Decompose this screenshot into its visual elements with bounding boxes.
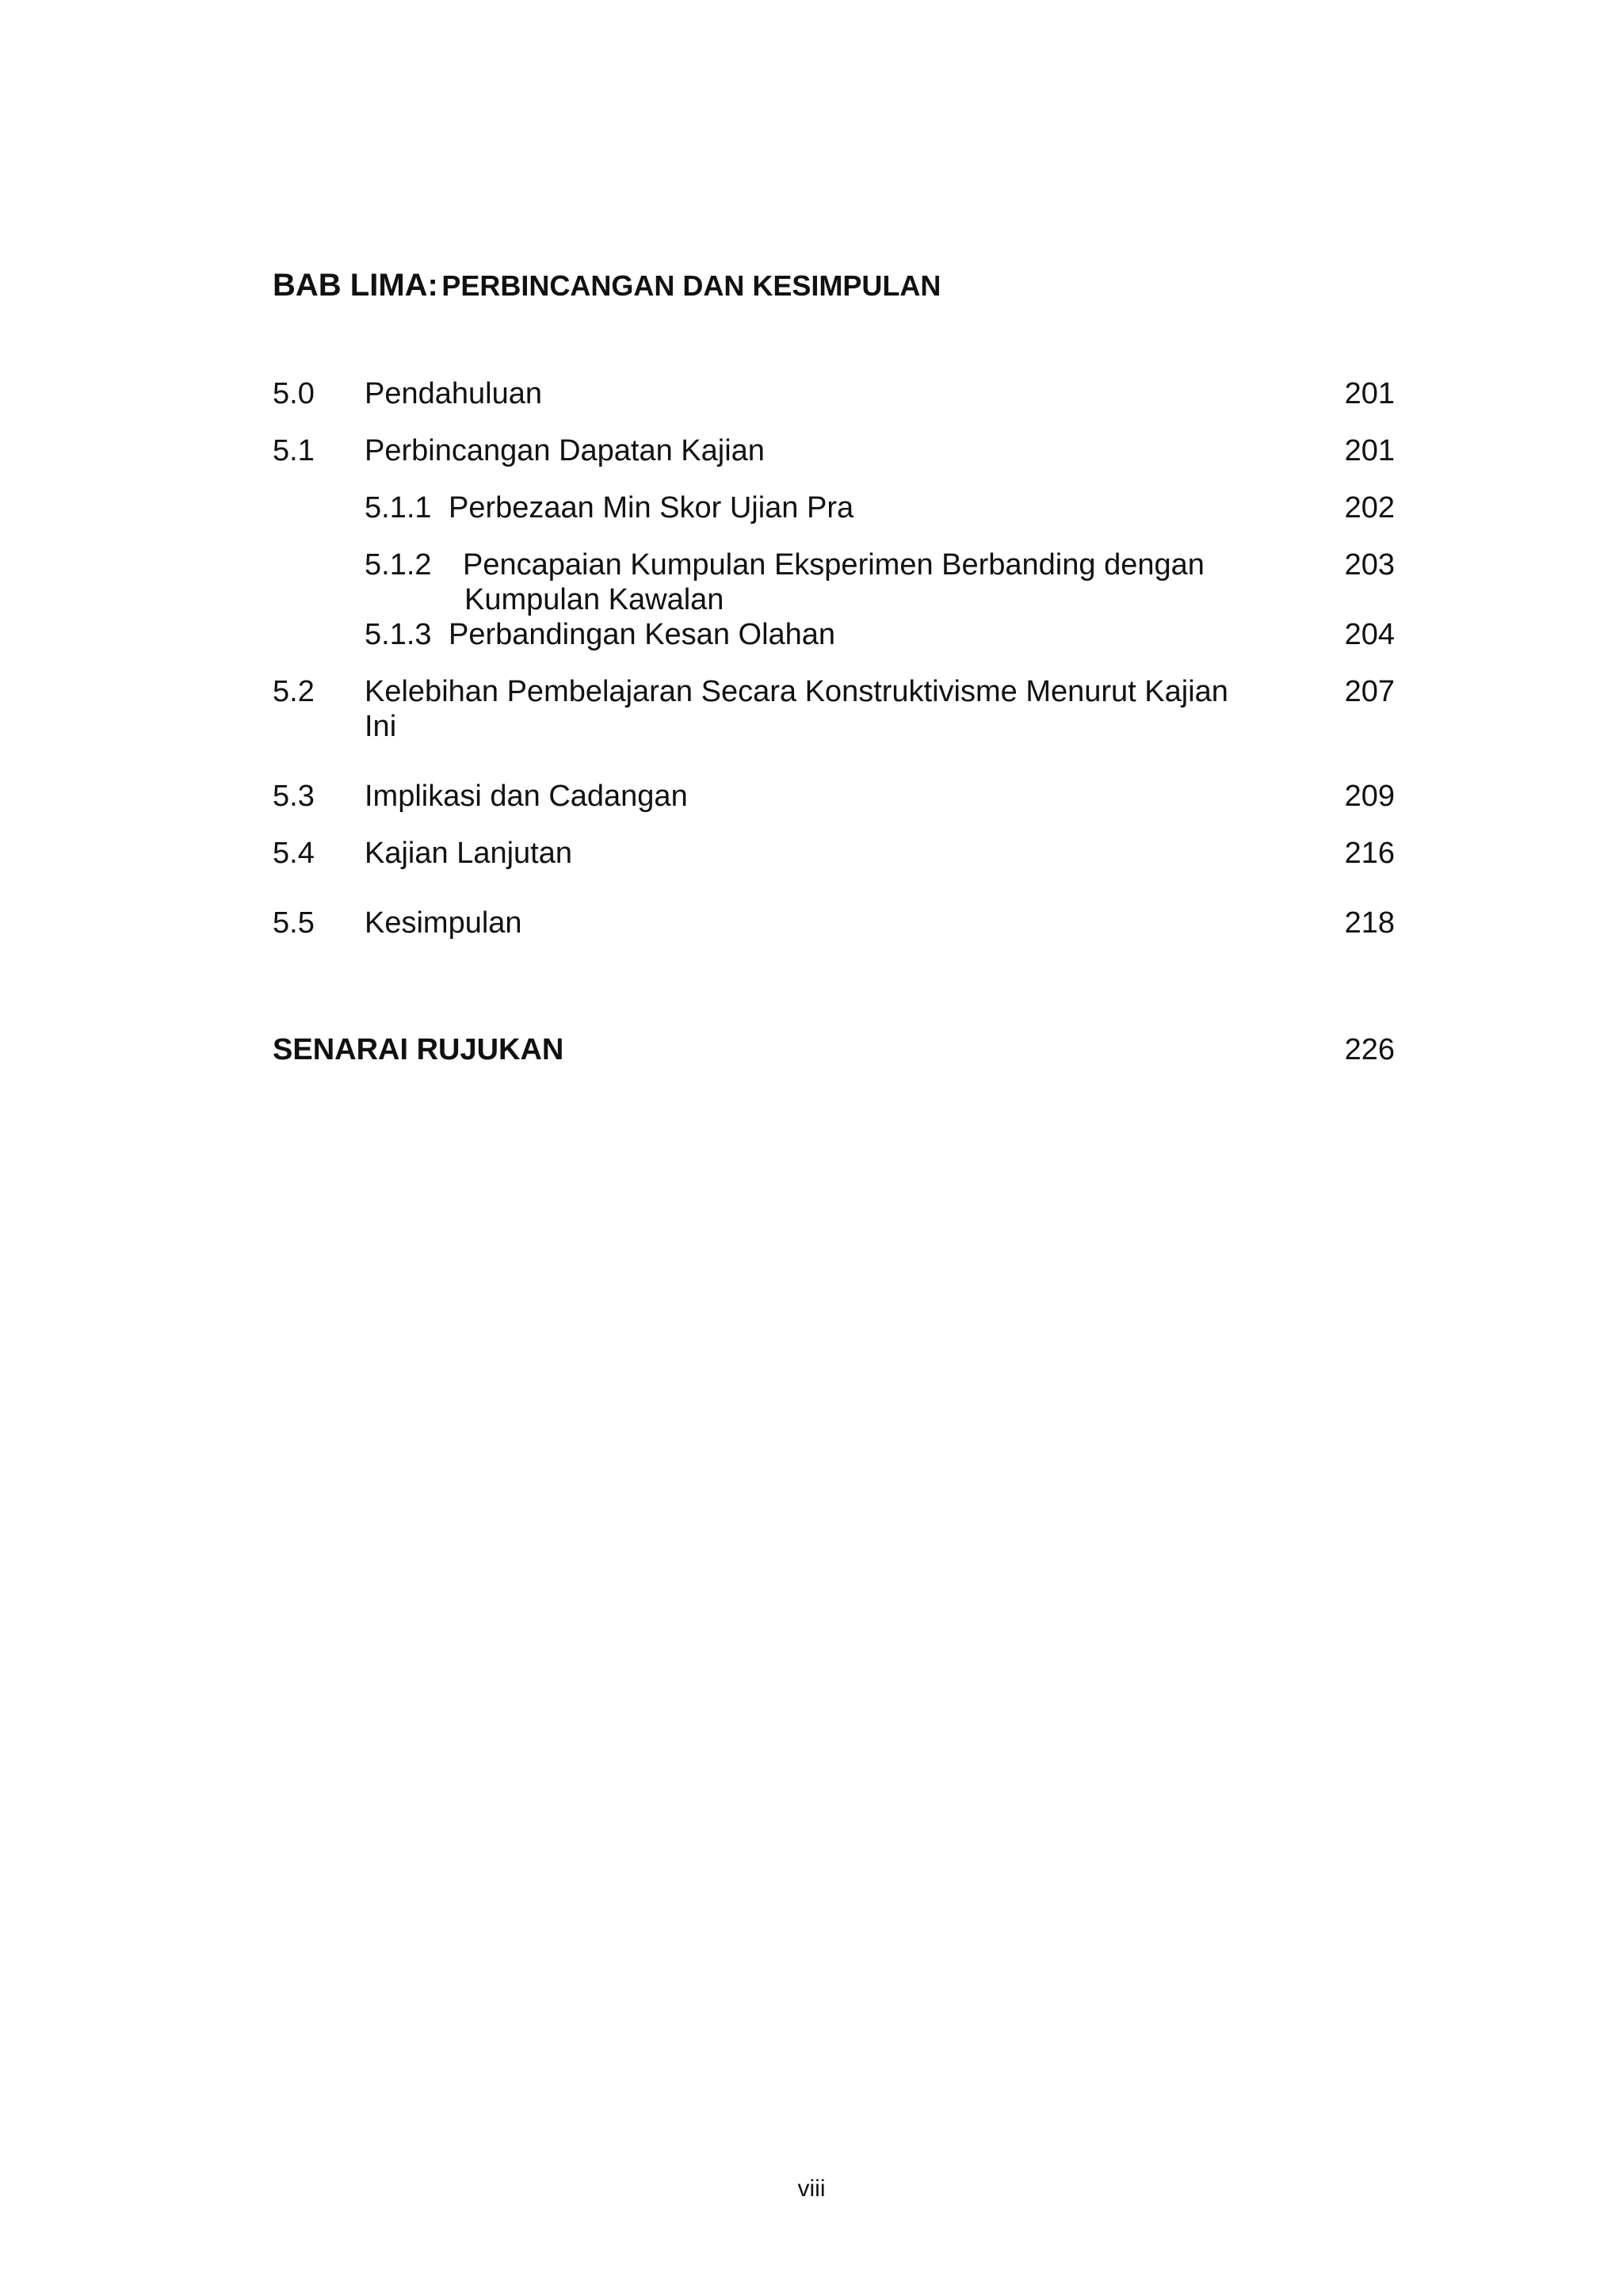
chapter-label: BAB LIMA: <box>273 268 438 303</box>
toc-entry-page: 209 <box>1344 780 1395 813</box>
toc-entry-number: 5.2 <box>273 675 315 708</box>
toc-entry-page: 201 <box>1344 377 1395 410</box>
toc-entry-page: 201 <box>1344 434 1395 467</box>
toc-entry-title-continued: Kumpulan Kawalan <box>464 583 724 616</box>
page-number: viii <box>797 2176 826 2202</box>
toc-entry-title: Pencapaian Kumpulan Eksperimen Berbanding dengan <box>463 548 1205 582</box>
toc-entry-title: Pendahuluan <box>365 377 542 410</box>
toc-entry-number: 5.0 <box>273 377 315 410</box>
toc-entry-title: Perbezaan Min Skor Ujian Pra <box>449 491 854 524</box>
toc-entry-title: Perbincangan Dapatan Kajian <box>365 434 765 467</box>
toc-entry-number: 5.1 <box>273 434 315 467</box>
toc-entry-number: 5.1.1 <box>365 491 432 524</box>
toc-entry-page: 202 <box>1344 491 1395 524</box>
toc-entry-number: 5.5 <box>273 906 315 940</box>
toc-entry-page: 218 <box>1344 906 1395 940</box>
toc-entry-title: Perbandingan Kesan Olahan <box>449 618 836 651</box>
toc-entry-number: 5.3 <box>273 780 315 813</box>
toc-entry-page: 207 <box>1344 675 1395 708</box>
chapter-title: PERBINCANGAN DAN KESIMPULAN <box>441 269 941 302</box>
toc-entry-number: 5.1.3 <box>365 618 432 651</box>
toc-entry-page: 204 <box>1344 618 1395 651</box>
toc-entry-title-continued: Ini <box>365 710 397 743</box>
toc-entry-number: 5.1.2 <box>365 548 432 582</box>
toc-entry-page: 203 <box>1344 548 1395 582</box>
references-page: 226 <box>1344 1033 1395 1066</box>
toc-entry-title: Implikasi dan Cadangan <box>365 780 688 813</box>
toc-entry-title: Kajian Lanjutan <box>365 837 572 870</box>
chapter-heading <box>273 268 941 303</box>
toc-entry-title: Kelebihan Pembelajaran Secara Konstruktivisme Menurut Kajian <box>365 675 1228 708</box>
toc-entry <box>0 547 1623 620</box>
toc-entry <box>0 673 1623 746</box>
toc-entry-page: 216 <box>1344 837 1395 870</box>
references-title: SENARAI RUJUKAN <box>273 1033 564 1066</box>
toc-entry-number: 5.4 <box>273 837 315 870</box>
toc-entry-title: Kesimpulan <box>365 906 522 940</box>
